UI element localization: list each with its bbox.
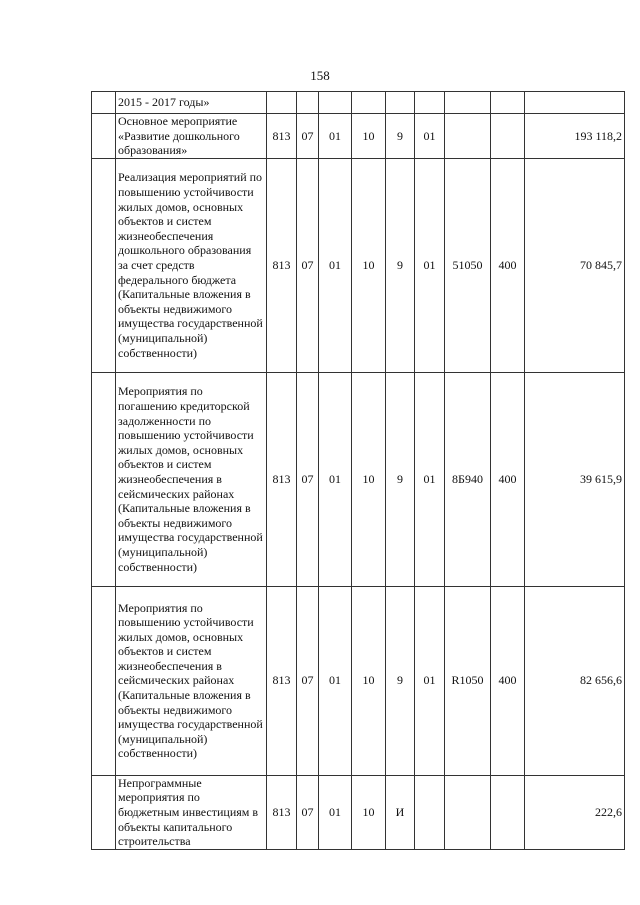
table-cell-code: 10: [352, 372, 386, 586]
table-cell-amount: 39 615,9: [525, 372, 625, 586]
table-cell-margin: [92, 158, 116, 372]
table-cell-code: 9: [386, 158, 415, 372]
table-cell-margin: [92, 586, 116, 775]
table-cell-code: [491, 114, 525, 159]
page-number: 158: [310, 68, 330, 83]
table-cell-code: 01: [319, 586, 352, 775]
table-cell-code: 01: [319, 775, 352, 849]
table-cell-code: 10: [352, 775, 386, 849]
table-cell-code: 10: [352, 114, 386, 159]
table-cell-code: [319, 92, 352, 114]
table-cell-margin: [92, 114, 116, 159]
table-row: [92, 372, 625, 586]
table-cell-code: 9: [386, 114, 415, 159]
table-cell-code: 400: [491, 158, 525, 372]
table-cell-name: Реализация мероприятий по повышению устойчивости жилых домов, основных объектов и систем жизнеобеспечения дошкольного образования за счет средств федерального бюджета (Капитальные вложения в объекты недвижимого имущества государственной (муниципальной) собственности): [116, 158, 267, 372]
table-cell-code: 01: [319, 114, 352, 159]
table-cell-code: 813: [267, 586, 297, 775]
table-cell-margin: [92, 372, 116, 586]
table-cell-code: 400: [491, 372, 525, 586]
table-cell-amount: [525, 92, 625, 114]
table-cell-code: 813: [267, 372, 297, 586]
table-cell-code: [445, 775, 491, 849]
table-cell-code: [445, 92, 491, 114]
table-cell-code: 813: [267, 775, 297, 849]
table-cell-code: 01: [415, 586, 445, 775]
table-cell-code: 01: [415, 372, 445, 586]
table-cell-code: R1050: [445, 586, 491, 775]
table-cell-code: [415, 775, 445, 849]
table-cell-code: 51050: [445, 158, 491, 372]
table-cell-code: 07: [297, 114, 319, 159]
table-cell-code: 10: [352, 586, 386, 775]
table-cell-code: [491, 775, 525, 849]
table-cell-amount: 193 118,2: [525, 114, 625, 159]
table-cell-code: 9: [386, 586, 415, 775]
table-row: [92, 158, 625, 372]
table-cell-code: 01: [319, 158, 352, 372]
table-cell-code: [352, 92, 386, 114]
table-cell-amount: 70 845,7: [525, 158, 625, 372]
table-cell-margin: [92, 92, 116, 114]
table-cell-code: 01: [319, 372, 352, 586]
table-cell-name: Мероприятия по повышению устойчивости жилых домов, основных объектов и систем жизнеобеспечения в сейсмических районах (Капитальные вложения в объекты недвижимого имущества государственной (муниципальной) собственности): [116, 586, 267, 775]
table-cell-amount: 82 656,6: [525, 586, 625, 775]
table-cell-code: [267, 92, 297, 114]
table-row: [92, 775, 625, 849]
table-cell-code: 813: [267, 114, 297, 159]
table-cell-code: 8Б940: [445, 372, 491, 586]
table-cell-code: 01: [415, 114, 445, 159]
table-row: [92, 92, 625, 114]
table-row: [92, 114, 625, 159]
table-cell-code: 07: [297, 158, 319, 372]
table-row: [92, 586, 625, 775]
table-cell-margin: [92, 775, 116, 849]
table-cell-code: 01: [415, 158, 445, 372]
table-cell-code: 07: [297, 775, 319, 849]
table-cell-name: Основное мероприятие «Развитие дошкольного образования»: [116, 114, 267, 159]
table-cell-code: 400: [491, 586, 525, 775]
table-cell-code: 07: [297, 372, 319, 586]
table-cell-code: [386, 92, 415, 114]
table-cell-amount: 222,6: [525, 775, 625, 849]
table-cell-code: [445, 114, 491, 159]
table-cell-name: 2015 - 2017 годы»: [116, 92, 267, 114]
table-cell-name: Непрограммные мероприятия по бюджетным инвестициям в объекты капитального строительства: [116, 775, 267, 849]
table-cell-code: И: [386, 775, 415, 849]
table-cell-code: [415, 92, 445, 114]
table-cell-code: [491, 92, 525, 114]
table-cell-code: [297, 92, 319, 114]
table-cell-code: 10: [352, 158, 386, 372]
budget-table: [91, 91, 625, 850]
table-cell-code: 07: [297, 586, 319, 775]
table-cell-code: 9: [386, 372, 415, 586]
table-cell-code: 813: [267, 158, 297, 372]
table-cell-name: Мероприятия по погашению кредиторской задолженности по повышению устойчивости жилых домов, основных объектов и систем жизнеобеспечения в сейсмических районах (Капитальные вложения в объекты недвижимого имущества государственной (муниципальной) собственности): [116, 372, 267, 586]
